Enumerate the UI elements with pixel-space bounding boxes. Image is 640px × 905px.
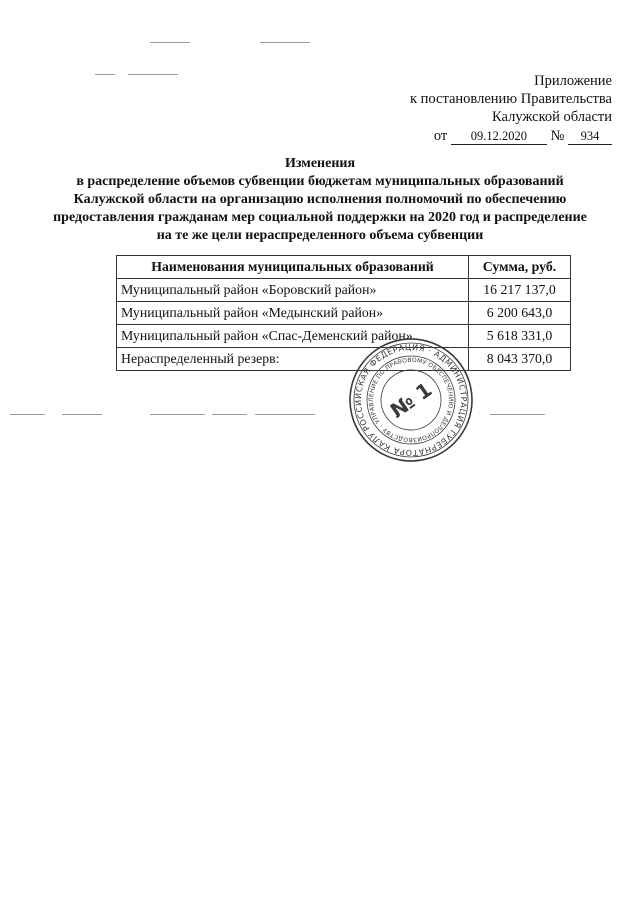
resolution-date: 09.12.2020: [451, 129, 547, 145]
scan-artifact: [62, 414, 102, 415]
scan-artifact: [150, 42, 190, 43]
scan-artifact: [150, 414, 205, 415]
annex-resolution: к постановлению Правительства: [410, 91, 612, 107]
scan-artifact: [490, 414, 545, 415]
subvention-table: [116, 255, 571, 371]
scan-artifact: [260, 42, 310, 43]
table-header-row: [117, 256, 571, 279]
annex-region: Калужской области: [492, 109, 612, 125]
row-sum: 6 200 643,0: [469, 302, 571, 325]
seal-inner-text: УПРАВЛЕНИЕ ПО ПРАВОВОМУ ОБЕСПЕЧЕНИЮ И ДЕЛОПРОИЗВОДСТВУ ·: [367, 356, 455, 444]
seal-center-number: № 1: [385, 377, 437, 423]
document-title: [40, 155, 600, 245]
row-sum: 5 618 331,0: [469, 325, 571, 348]
scan-artifact: [212, 414, 247, 415]
title-line-5: на те же цели нераспределенного объема субвенции: [156, 228, 484, 243]
row-sum: 16 217 137,0: [469, 279, 571, 302]
seal-outer-text: РОССИЙСКАЯ ФЕДЕРАЦИЯ · АДМИНИСТРАЦИЯ ГУБЕРНАТОРА КАЛУЖСКОЙ: [353, 342, 469, 458]
title-line-1: Изменения: [284, 156, 356, 171]
annex-block: [410, 72, 612, 145]
title-line-4: предоставления гражданам мер социальной поддержки на 2020 год и распределение: [53, 210, 587, 225]
column-header-sum: Сумма, руб.: [469, 256, 571, 279]
from-label: от: [433, 128, 448, 144]
row-name: Муниципальный район «Спас-Деменский район»: [117, 325, 469, 348]
resolution-number: 934: [568, 129, 612, 145]
row-name: Нераспределенный резерв:: [117, 348, 469, 371]
official-seal: [346, 335, 476, 465]
annex-date-row: [410, 127, 612, 145]
scan-artifact: [10, 414, 45, 415]
title-line-2: в распределение объемов субвенции бюджетам муниципальных образований: [76, 174, 564, 189]
scan-artifact: [255, 414, 315, 415]
row-name: Муниципальный район «Медынский район»: [117, 302, 469, 325]
table-row: [117, 302, 571, 325]
annex-heading: Приложение: [534, 73, 612, 89]
column-header-name: Наименования муниципальных образований: [117, 256, 469, 279]
row-sum: 8 043 370,0: [469, 348, 571, 371]
table-row: [117, 348, 571, 371]
table-row: [117, 325, 571, 348]
title-line-3: Калужской области на организацию исполнения полномочий по обеспечению: [73, 192, 567, 207]
scan-artifact: [128, 74, 178, 75]
table-row: [117, 279, 571, 302]
scan-artifact: [95, 74, 115, 75]
number-sign: №: [550, 128, 565, 144]
row-name: Муниципальный район «Боровский район»: [117, 279, 469, 302]
